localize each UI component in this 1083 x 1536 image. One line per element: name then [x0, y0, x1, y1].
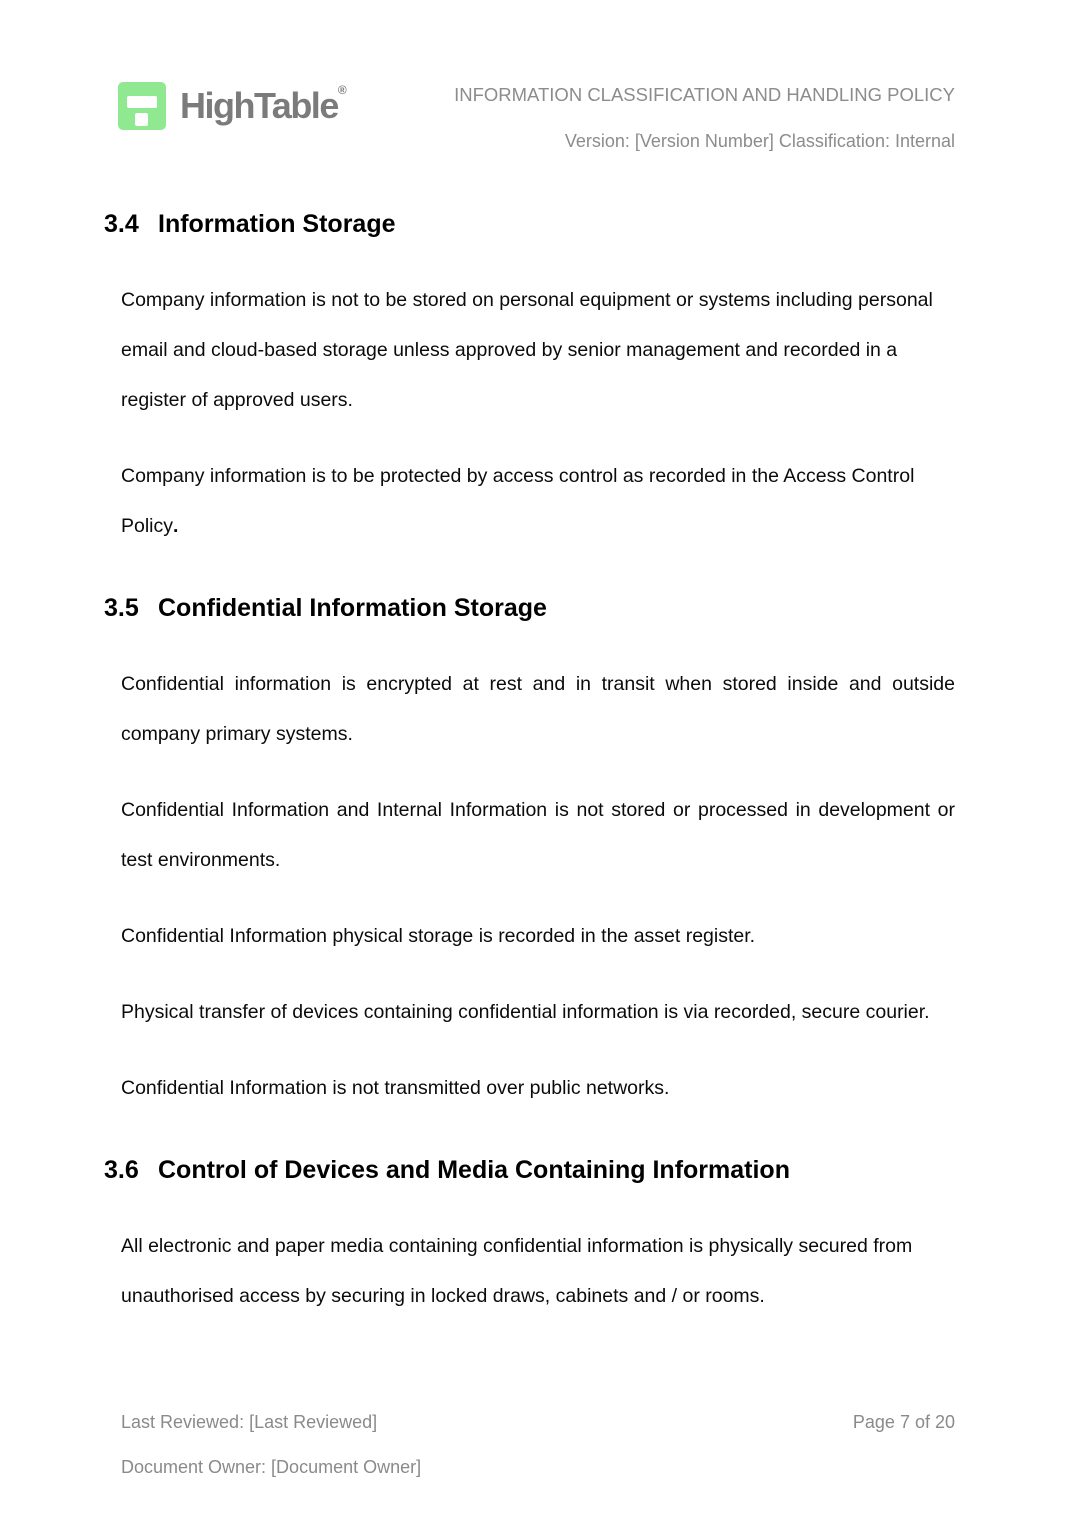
section-number: 3.5 — [104, 594, 139, 622]
header-meta — [454, 84, 955, 152]
section-heading-3-5 — [104, 593, 955, 624]
paragraph-bold-period: . — [173, 515, 179, 537]
paragraph: Company information is not to be stored on personal equipment or systems including personal email and cloud-based storage unless approved by senior management and recorded in a register of approved users. — [121, 289, 933, 411]
brand-text: HighTable — [180, 85, 338, 126]
paragraph-text: Company information is to be protected by access control as recorded in the Access Control Policy — [121, 465, 915, 537]
hightable-logo — [118, 82, 347, 130]
paragraph: Confidential information is encrypted at rest and in transit when stored inside and outside company primary systems. — [121, 673, 955, 745]
section-heading-3-4 — [104, 209, 955, 240]
document-version-classification: Version: [Version Number] Classification: Internal — [564, 131, 955, 151]
paragraph: Confidential Information is not transmitted over public networks. — [121, 1077, 670, 1099]
section-title: Confidential Information Storage — [158, 594, 547, 622]
paragraph: Physical transfer of devices containing confidential information is via recorded, secure courier. — [121, 1001, 930, 1023]
section-title: Control of Devices and Media Containing Information — [158, 1156, 790, 1184]
footer-row-1 — [121, 1400, 955, 1445]
document-body — [0, 209, 1083, 1321]
section-number: 3.6 — [104, 1156, 139, 1184]
registered-trademark-icon: ® — [337, 83, 347, 97]
document-owner-label: Document Owner: [Document Owner] — [121, 1457, 422, 1477]
page-number: Page 7 of 20 — [852, 1412, 955, 1432]
paragraph — [121, 451, 955, 551]
hightable-logo-icon — [118, 82, 166, 130]
section-number: 3.4 — [104, 210, 139, 238]
document-title: INFORMATION CLASSIFICATION AND HANDLING POLICY — [454, 84, 955, 105]
brand-name — [180, 85, 347, 127]
section-heading-3-6 — [104, 1155, 955, 1186]
last-reviewed-label: Last Reviewed: [Last Reviewed] — [121, 1412, 378, 1432]
paragraph: All electronic and paper media containing confidential information is physically secured from unauthorised access by securing in locked draws, cabinets and / or rooms. — [121, 1235, 913, 1307]
paragraph: Confidential Information and Internal Information is not stored or processed in development or test environments. — [121, 799, 955, 871]
section-title: Information Storage — [158, 210, 396, 238]
page-footer — [121, 1400, 955, 1490]
logo-table-leg — [135, 113, 148, 126]
page-header — [0, 0, 1083, 152]
logo-table-top — [127, 96, 157, 108]
paragraph: Confidential Information physical storage is recorded in the asset register. — [121, 925, 756, 947]
